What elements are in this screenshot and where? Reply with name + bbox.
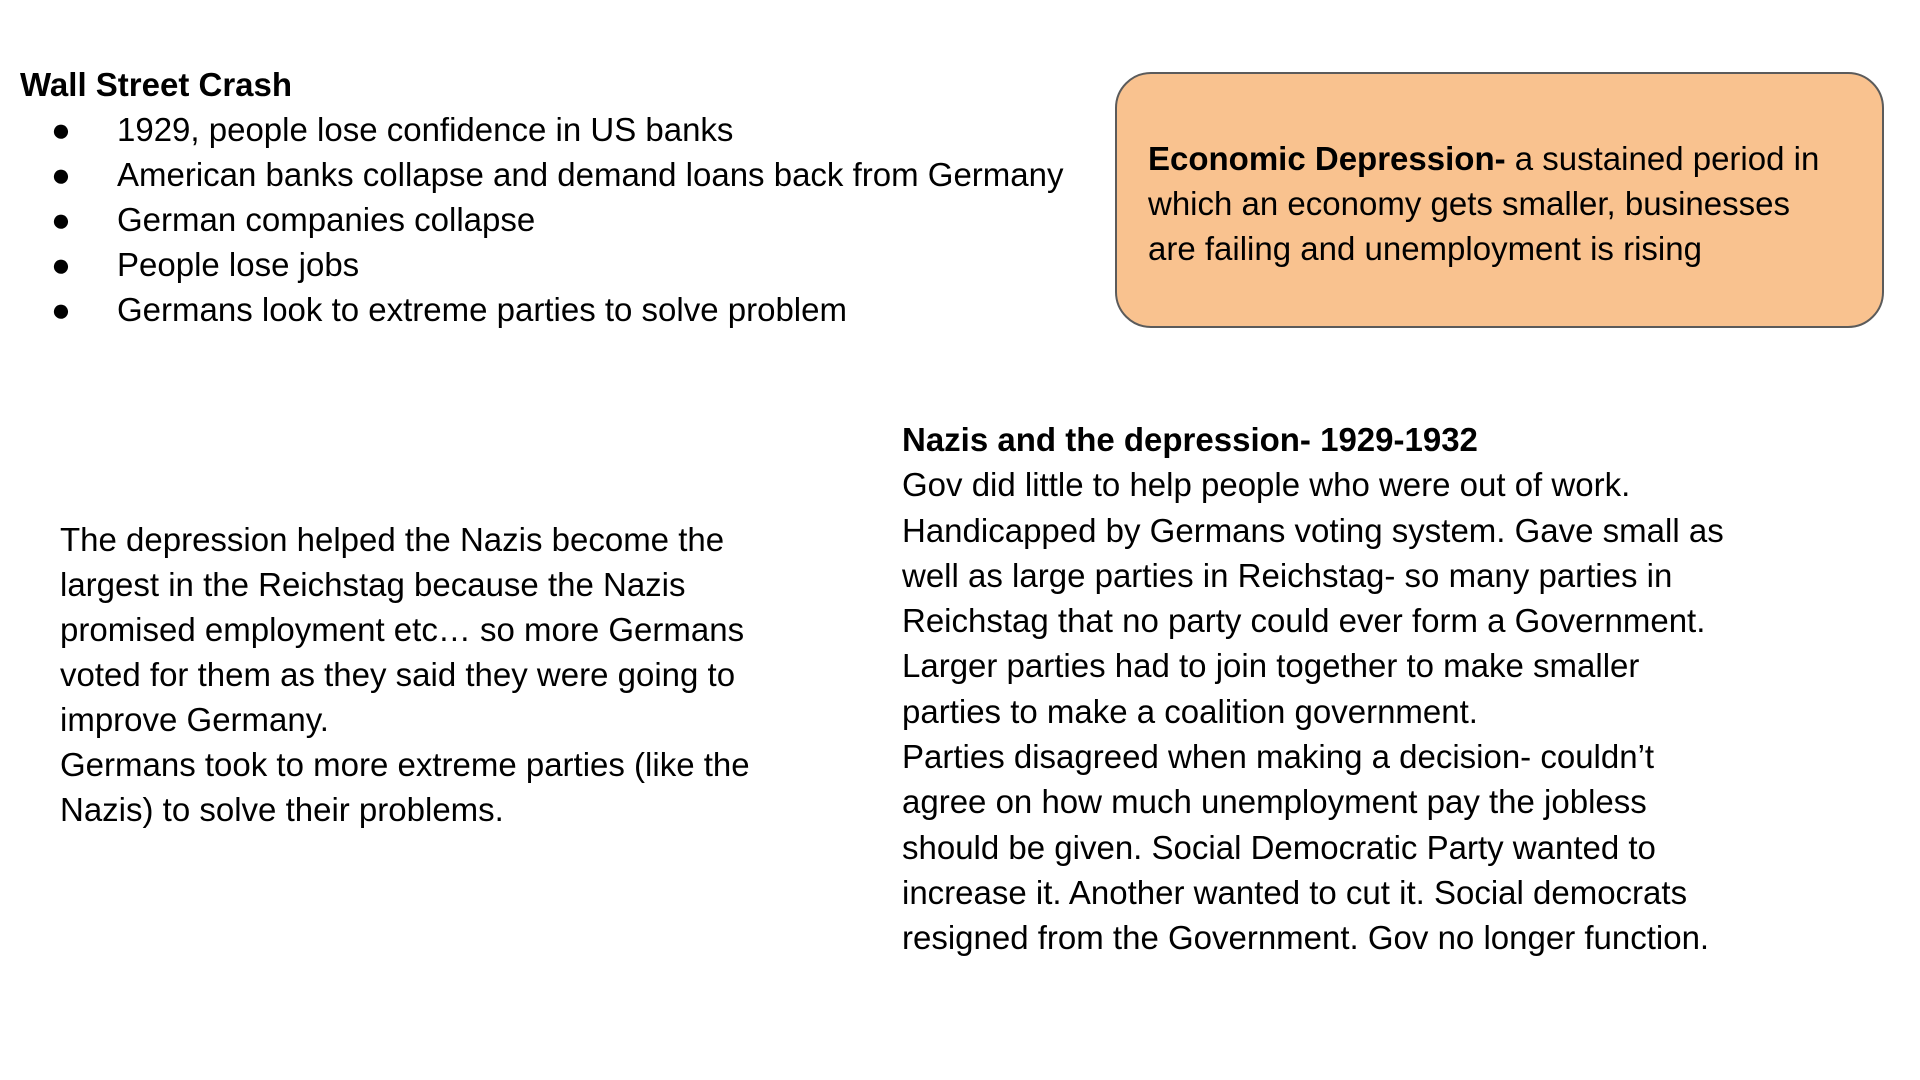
paragraph-line: well as large parties in Reichstag- so many parties in <box>902 556 1673 594</box>
definition-line: are failing and unemployment is rising <box>1148 230 1702 267</box>
bullet-icon: ● <box>51 111 71 148</box>
bullet-icon: ● <box>51 156 71 193</box>
paragraph-line: should be given. Social Democratic Party wanted to <box>902 828 1656 866</box>
list-item <box>20 197 1120 242</box>
paragraph-line: voted for them as they said they were going to <box>60 656 736 693</box>
paragraph-line: Gov did little to help people who were out of work. <box>902 466 1631 504</box>
definition-term: Economic Depression- <box>1148 140 1506 177</box>
list-item-text: People lose jobs <box>117 246 360 283</box>
paragraph-line: Germans took to more extreme parties (like the <box>60 746 750 783</box>
list-item <box>20 287 1120 332</box>
paragraph-line: largest in the Reichstag because the Nazis <box>60 566 686 603</box>
list-item <box>20 242 1120 287</box>
list-item-text: 1929, people lose confidence in US banks <box>117 111 734 148</box>
paragraph-line: parties to make a coalition government. <box>902 692 1478 730</box>
definition-line: which an economy gets smaller, businesses <box>1148 185 1790 222</box>
nazis-and-depression-heading: Nazis and the depression- 1929-1932 <box>902 421 1478 458</box>
list-item-text: Germans look to extreme parties to solve problem <box>117 291 847 328</box>
bullet-icon: ● <box>51 246 71 283</box>
bullet-icon: ● <box>51 201 71 238</box>
paragraph-line: promised employment etc… so more Germans <box>60 611 745 648</box>
wall-street-crash-list <box>20 107 1120 332</box>
wall-street-crash-section <box>20 62 1120 332</box>
wall-street-crash-heading: Wall Street Crash <box>20 66 293 103</box>
paragraph-line: improve Germany. <box>60 701 329 738</box>
paragraph-line: resigned from the Government. Gov no longer function. <box>902 919 1710 957</box>
economic-depression-definition-box <box>1115 72 1884 328</box>
paragraph-line: Nazis) to solve their problems. <box>60 791 504 828</box>
paragraph-line: The depression helped the Nazis become the <box>60 521 725 558</box>
paragraph-line: increase it. Another wanted to cut it. Social democrats <box>902 873 1688 911</box>
list-item-text: American banks collapse and demand loans back from Germany <box>117 156 1064 193</box>
definition-text: a sustained period in <box>1505 140 1820 177</box>
paragraph-line: Reichstag that no party could ever form a Government. <box>902 602 1706 640</box>
paragraph-line: Handicapped by Germans voting system. Gave small as <box>902 511 1724 549</box>
paragraph-line: agree on how much unemployment pay the jobless <box>902 783 1647 821</box>
bullet-icon: ● <box>51 291 71 328</box>
paragraph-line: Larger parties had to join together to make smaller <box>902 647 1640 685</box>
nazis-and-depression-section <box>902 417 1912 961</box>
definition-line <box>1148 136 1852 181</box>
list-item <box>20 152 1120 197</box>
paragraph-line: Parties disagreed when making a decision- couldn’t <box>902 738 1655 776</box>
list-item-text: German companies collapse <box>117 201 536 238</box>
depression-helped-nazis-paragraph <box>60 517 830 832</box>
list-item <box>20 107 1120 152</box>
